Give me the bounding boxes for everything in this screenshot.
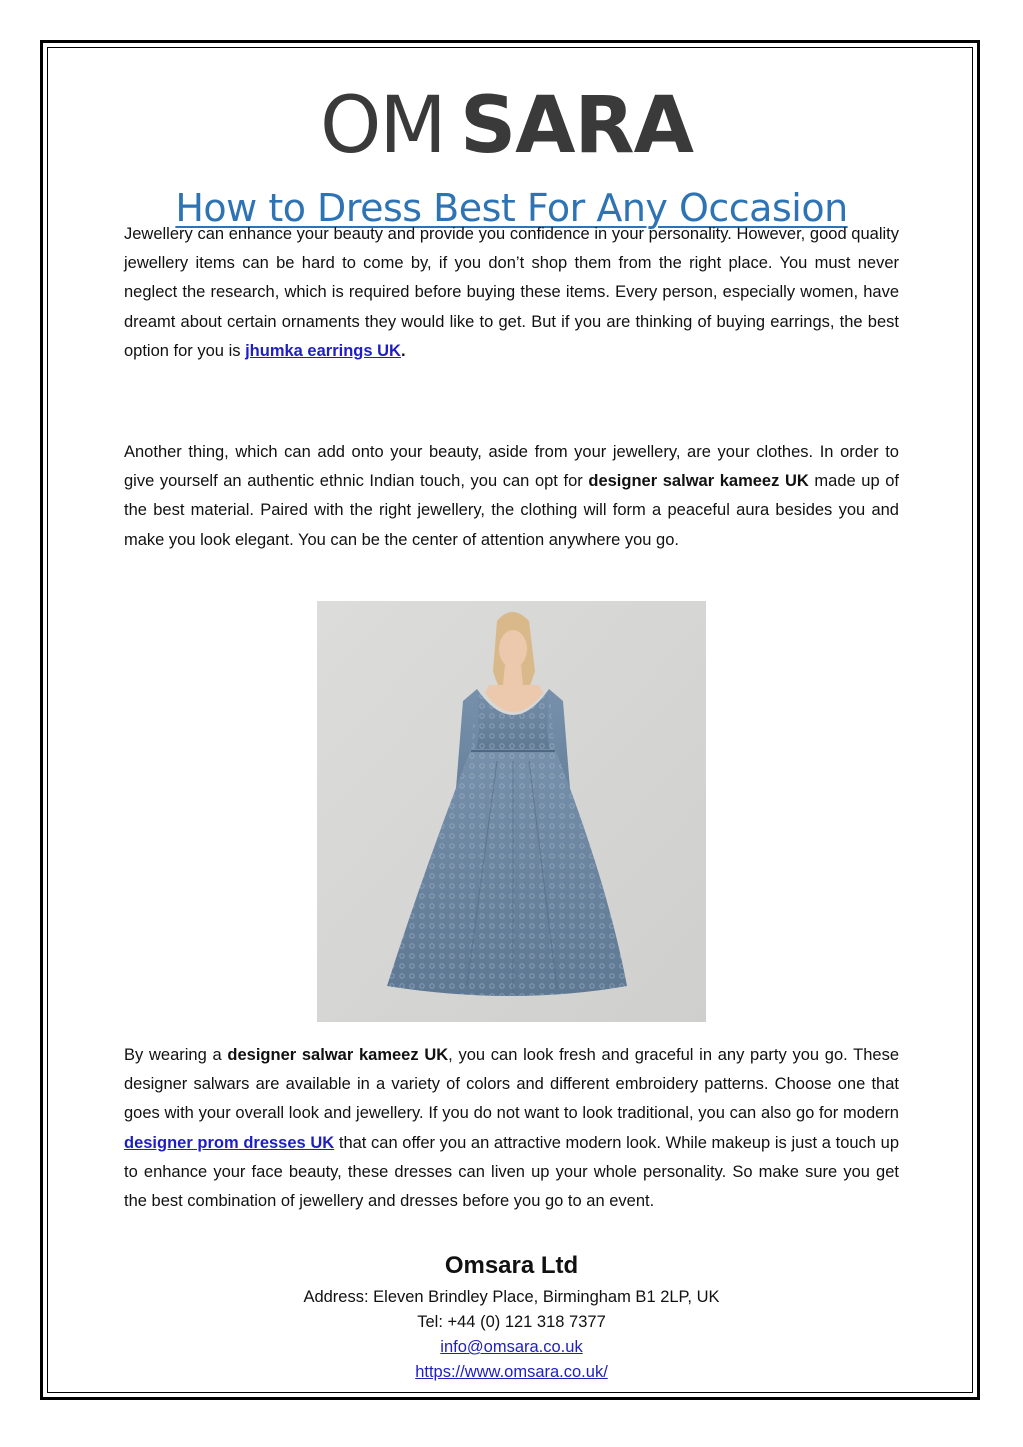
paragraph-3-bold: designer salwar kameez UK — [227, 1046, 449, 1064]
logo-text-bold: SARA — [460, 88, 693, 160]
logo-text-light: OM — [320, 88, 445, 160]
omsara-logo — [320, 88, 700, 160]
designer-prom-dresses-link[interactable]: designer prom dresses UK — [124, 1133, 335, 1152]
paragraph-3-text-middle: , you can look fresh and graceful in any party you go. These designer salwars are available in a variety of colors and different embroidery patterns. Choose one that goes with your overall look and jewellery. If you do not want to look traditional, you can also go for modern — [124, 1046, 900, 1123]
company-name: Omsara Ltd — [444, 1252, 579, 1279]
paragraph-2-text-after: made up of the best material. Paired with the right jewellery, the clothing will form a peaceful aura besides you and make you look elegant. You can be the center of attention anywhere you go. — [124, 472, 900, 549]
paragraph-1 — [124, 220, 899, 366]
paragraph-3-text-after: that can offer you an attractive modern look. While makeup is just a touch up to enhance your face beauty, these dresses can liven up your whole personality. So make sure you get the best combination of jewellery and dresses before you go to an event. — [124, 1133, 899, 1211]
jhumka-earrings-link[interactable]: jhumka earrings UK — [245, 341, 401, 360]
paragraph-3 — [124, 1041, 899, 1216]
paragraph-2-bold: designer salwar kameez UK — [588, 472, 809, 491]
paragraph-3-text-before: By wearing a — [124, 1046, 228, 1064]
company-email-link[interactable]: info@omsara.co.uk — [440, 1338, 583, 1356]
dress-photo — [317, 601, 706, 1022]
company-phone: Tel: +44 (0) 121 318 7377 — [417, 1313, 606, 1331]
company-address: Address: Eleven Brindley Place, Birmingham B1 2LP, UK — [303, 1288, 720, 1306]
paragraph-1-end: . — [400, 341, 406, 360]
paragraph-2 — [124, 438, 899, 555]
paragraph-1-text: Jewellery can enhance your beauty and provide you confidence in your personality. However, good quality jewellery items can be hard to come by, if you don’t shop them from the right place. You must never neglect the research, which is required before buying these items. Every person, especially women, have dreamt about certain ornaments they would like to get. But if you are thinking of buying earrings, the best option for you is — [124, 225, 899, 360]
face-shape — [499, 630, 527, 668]
paragraph-2-text-before: Another thing, which can add onto your beauty, aside from your jewellery, are your clothes. In order to give yourself an authentic ethnic Indian touch, you can opt for — [124, 443, 899, 491]
company-website-link[interactable]: https://www.omsara.co.uk/ — [415, 1363, 608, 1381]
page-title: How to Dress Best For Any Occasion — [175, 186, 848, 230]
dress-illustration — [317, 601, 706, 1022]
